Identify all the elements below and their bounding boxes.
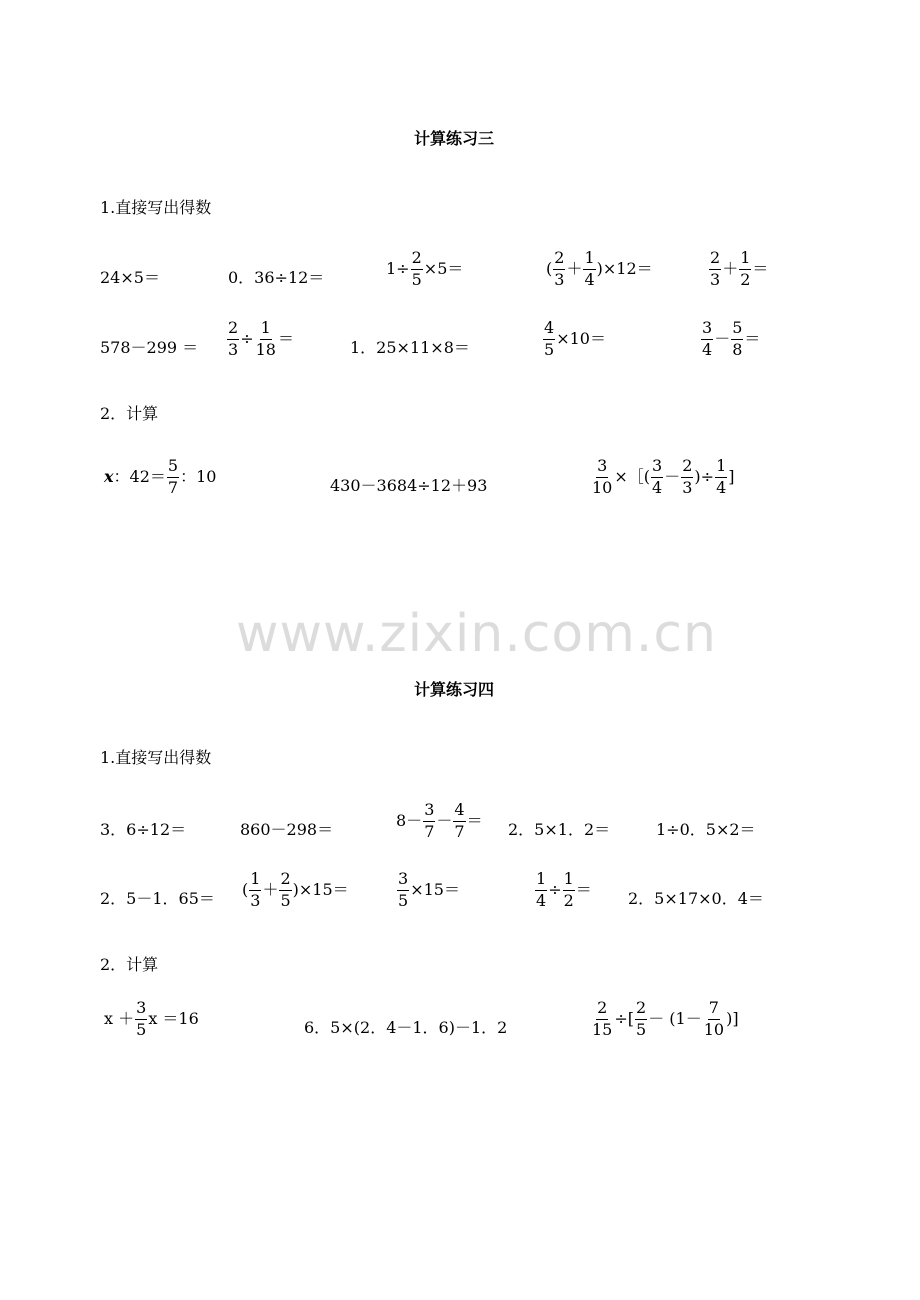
- denominator: 8: [732, 339, 743, 359]
- numerator: 1: [249, 871, 261, 891]
- section3-q2-heading: 2．计算: [100, 404, 159, 423]
- s3-r2-expr-c: 1．25×11×8＝: [350, 338, 470, 357]
- numerator: 5: [167, 458, 179, 478]
- denominator: 5: [636, 1019, 647, 1039]
- s4-calc-a: [104, 1000, 199, 1039]
- fraction: [635, 1000, 647, 1039]
- denominator: 10: [592, 477, 613, 497]
- expr-text: )×15＝: [292, 880, 349, 900]
- numerator: 2: [227, 320, 239, 340]
- denominator: 2: [740, 269, 751, 289]
- s4-calc-b: 6．5×(2．4－1．6)－1．2: [304, 1018, 508, 1037]
- numerator: 2: [596, 1000, 608, 1020]
- fraction: [167, 458, 179, 497]
- numerator: 2: [709, 250, 721, 270]
- s4-r1-expr-e: 1÷0．5×2＝: [656, 820, 756, 839]
- expr-text: ×15＝: [410, 880, 460, 900]
- expr-text: ＝: [752, 259, 769, 279]
- expr-text: (: [546, 259, 553, 279]
- fraction: [583, 250, 595, 289]
- fraction: [563, 871, 575, 910]
- s4-r2-expr-e: 2．5×17×0．4＝: [628, 889, 764, 908]
- expr-text: 1÷: [386, 259, 410, 279]
- expr-text: )÷: [694, 467, 715, 487]
- section4-q1-heading: 1.直接写出得数: [100, 748, 212, 767]
- denominator: 7: [424, 821, 435, 841]
- fraction: [739, 250, 751, 289]
- expr-text: )×12＝: [596, 259, 653, 279]
- denominator: 3: [228, 339, 239, 359]
- s4-r1-expr-c: [396, 802, 483, 841]
- numerator: 4: [453, 802, 465, 822]
- fraction: [731, 320, 743, 359]
- s4-calc-c: [590, 1000, 739, 1039]
- s3-r2-expr-d: [542, 320, 606, 359]
- fraction: [591, 1000, 613, 1039]
- numerator: 2: [681, 458, 693, 478]
- s3-r1-expr-b: 0．36÷12＝: [228, 268, 325, 287]
- s4-r1-expr-a: 3．6÷12＝: [100, 820, 187, 839]
- numerator: 3: [423, 802, 435, 822]
- expr-text: ＝: [744, 329, 761, 349]
- expr-text: x ＝16: [148, 1009, 199, 1029]
- s3-r2-expr-b: [226, 320, 294, 359]
- watermark: www.zixin.com.cn: [236, 604, 717, 664]
- numerator: 2: [635, 1000, 647, 1020]
- numerator: 1: [535, 871, 547, 891]
- expr-text: ＋: [722, 259, 739, 279]
- denominator: 5: [411, 269, 422, 289]
- expr-text: ÷: [240, 329, 254, 349]
- expr-text: ＝: [466, 811, 483, 831]
- denominator: 3: [682, 477, 693, 497]
- denominator: 3: [250, 890, 261, 910]
- expr-text: ：42＝: [113, 467, 166, 487]
- s4-r1-expr-d: 2．5×1．2＝: [508, 820, 611, 839]
- numerator: 3: [135, 1000, 147, 1020]
- s4-r2-expr-c: [396, 871, 460, 910]
- denominator: 4: [716, 477, 727, 497]
- numerator: 1: [583, 250, 595, 270]
- fraction: [715, 458, 727, 497]
- fraction: [651, 458, 663, 497]
- expr-text: ×10＝: [556, 329, 606, 349]
- s3-r1-expr-e: [708, 250, 768, 289]
- fraction: [703, 1000, 725, 1039]
- denominator: 3: [554, 269, 565, 289]
- numerator: 3: [397, 871, 409, 891]
- s3-r1-expr-d: [546, 250, 653, 289]
- numerator: 3: [701, 320, 713, 340]
- denominator: 15: [592, 1019, 613, 1039]
- denominator: 2: [563, 890, 574, 910]
- expr-text: ＋: [566, 259, 583, 279]
- denominator: 4: [652, 477, 663, 497]
- numerator: 1: [739, 250, 751, 270]
- fraction: [681, 458, 693, 497]
- denominator: 5: [544, 339, 555, 359]
- denominator: 5: [280, 890, 291, 910]
- numerator: 3: [651, 458, 663, 478]
- numerator: 1: [563, 871, 575, 891]
- expr-text: ÷[: [614, 1009, 635, 1029]
- expr-text: －: [714, 329, 731, 349]
- fraction: [279, 871, 291, 910]
- denominator: 5: [136, 1019, 147, 1039]
- s3-r1-expr-a: 24×5＝: [100, 268, 160, 287]
- numerator: 2: [553, 250, 565, 270]
- expr-text: ：10: [180, 467, 217, 487]
- denominator: 10: [703, 1019, 725, 1039]
- fraction: [411, 250, 423, 289]
- denominator: 5: [398, 890, 409, 910]
- section3-title: 计算练习三: [414, 129, 495, 148]
- section3-q1-heading: 1.直接写出得数: [100, 198, 212, 217]
- numerator: 7: [708, 1000, 720, 1020]
- numerator: 1: [715, 458, 727, 478]
- fraction: [255, 320, 277, 359]
- numerator: 3: [596, 458, 608, 478]
- fraction: [543, 320, 555, 359]
- s3-calc-a: [104, 458, 216, 497]
- expr-text: ÷: [548, 880, 562, 900]
- fraction: [423, 802, 435, 841]
- denominator: 4: [584, 269, 595, 289]
- s4-r2-expr-d: [534, 871, 592, 910]
- expr-text: ]: [728, 467, 735, 487]
- fraction: [553, 250, 565, 289]
- s3-calc-b: 430－3684÷12＋93: [330, 476, 488, 495]
- numerator: 1: [260, 320, 272, 340]
- expr-text: ×［(: [614, 467, 651, 487]
- variable-x: x: [104, 467, 114, 487]
- expr-text: ＝: [277, 329, 294, 349]
- fraction: [249, 871, 261, 910]
- denominator: 7: [167, 477, 179, 497]
- s4-r2-expr-a: 2．5－1．65＝: [100, 889, 215, 908]
- numerator: 2: [411, 250, 423, 270]
- fraction: [701, 320, 713, 359]
- section4-title: 计算练习四: [414, 680, 495, 699]
- expr-text: ＝: [575, 880, 592, 900]
- fraction: [535, 871, 547, 910]
- denominator: 3: [710, 269, 721, 289]
- section4-q2-heading: 2．计算: [100, 955, 159, 974]
- denominator: 18: [255, 339, 276, 359]
- s4-r1-expr-b: 860－298＝: [240, 820, 334, 839]
- fraction: [397, 871, 409, 910]
- fraction: [227, 320, 239, 359]
- expr-text: － (1－: [648, 1009, 702, 1029]
- expr-text: 8－: [396, 811, 423, 831]
- expr-text: ＋: [262, 880, 279, 900]
- fraction: [591, 458, 613, 497]
- denominator: 4: [702, 339, 713, 359]
- numerator: 2: [279, 871, 291, 891]
- fraction: [135, 1000, 147, 1039]
- expr-text: x ＋: [104, 1009, 135, 1029]
- fraction: [453, 802, 465, 841]
- numerator: 4: [543, 320, 555, 340]
- s3-calc-c: [590, 458, 735, 497]
- s3-r2-expr-a: 578－299 ＝: [100, 338, 199, 357]
- expr-text: ×5＝: [423, 259, 464, 279]
- expr-text: )]: [726, 1009, 739, 1029]
- expr-text: (: [242, 880, 249, 900]
- numerator: 5: [731, 320, 743, 340]
- fraction: [709, 250, 721, 289]
- expr-text: －: [436, 811, 453, 831]
- denominator: 7: [454, 821, 465, 841]
- expr-text: －: [664, 467, 681, 487]
- s4-r2-expr-b: [242, 871, 349, 910]
- s3-r1-expr-c: [386, 250, 463, 289]
- s3-r2-expr-e: [700, 320, 760, 359]
- denominator: 4: [536, 890, 547, 910]
